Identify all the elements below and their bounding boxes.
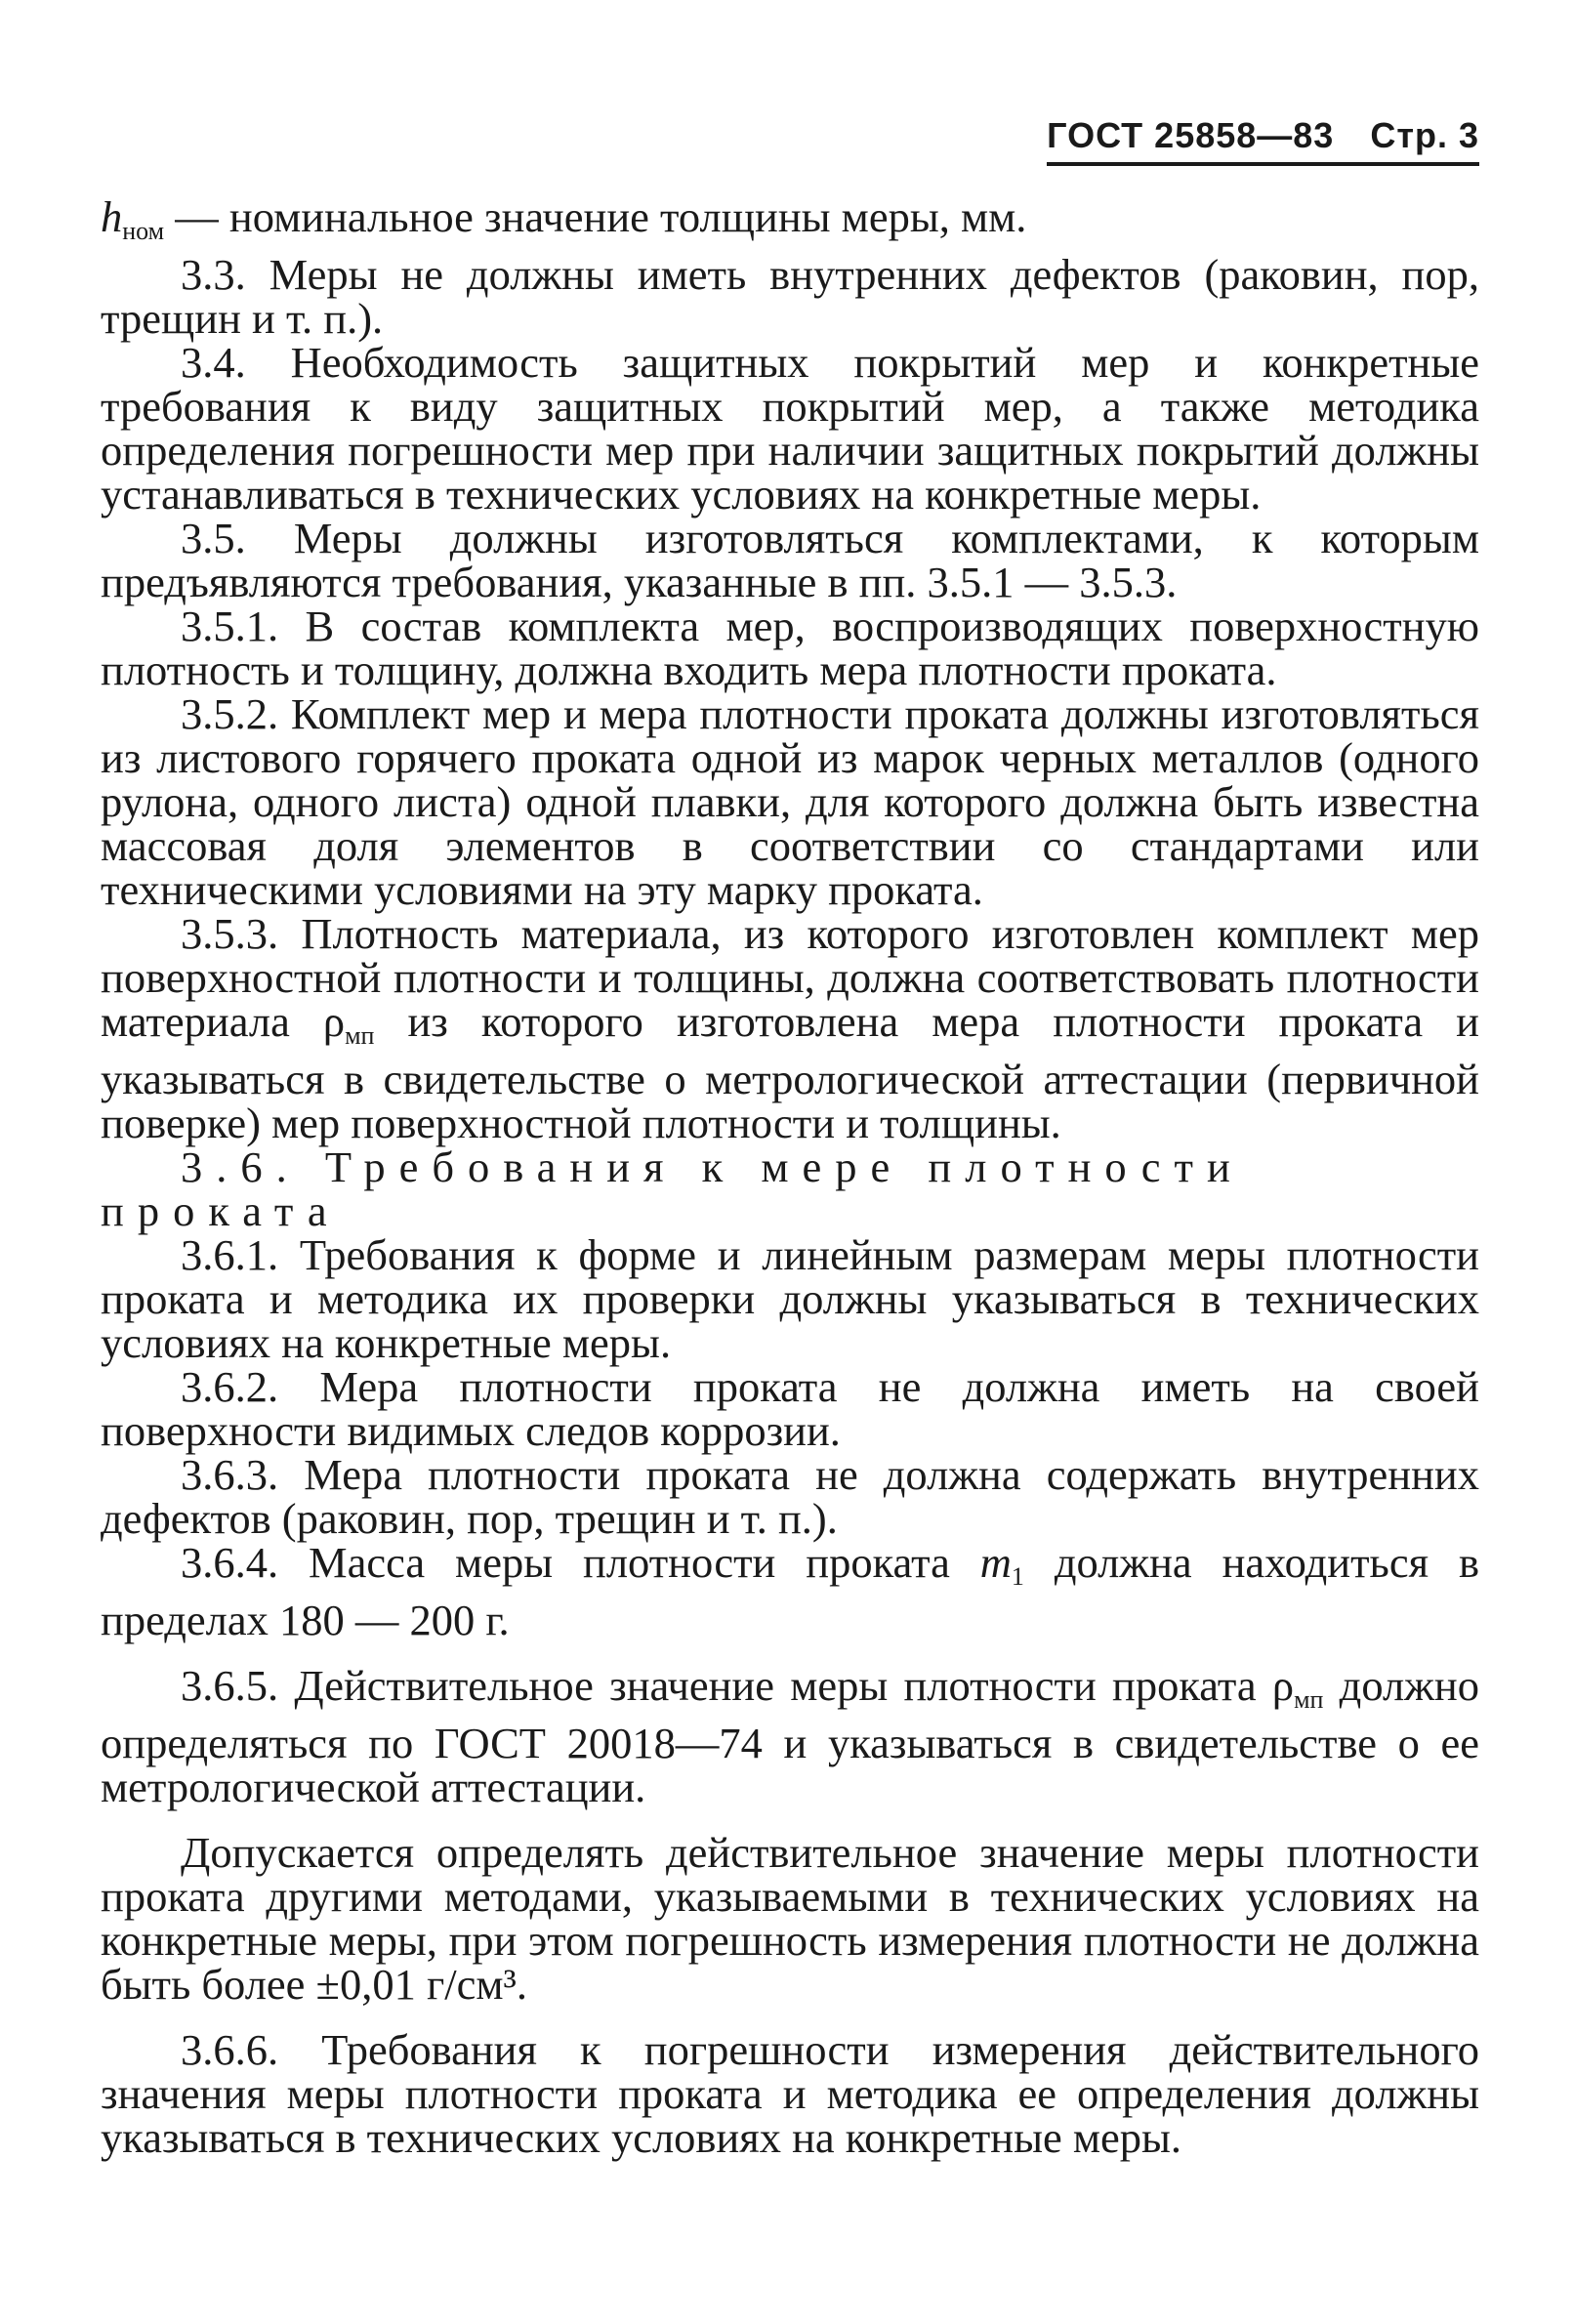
m-subscript: 1 xyxy=(1011,1562,1024,1591)
paragraph-3-4: 3.4. Необходимость защитных покрытий мер и конкретные требования к виду защитных покрытий мер, а также методика определения погрешности мер при наличии защитных покрытий должны устанавливаться в технических условиях на конкретные меры. xyxy=(101,338,1479,519)
p3-6-5-part-b: должно определяться по ГОСТ 20018—74 и указываться в свидетельстве о ее метрологической аттестации. xyxy=(101,1661,1479,1811)
page-header xyxy=(1047,115,1479,166)
paragraph-3-5-3 xyxy=(101,909,1479,1147)
paragraph-3-3: 3.3. Меры не должны иметь внутренних дефектов (раковин, пор, трещин и т. п.). xyxy=(101,250,1479,343)
p3-6-5-part-a: 3.6.5. Действительное значение меры плотности проката xyxy=(181,1661,1272,1710)
paragraph-3-6-5 xyxy=(101,1661,1479,1811)
paragraph-allowance: Допускается определять действительное значение меры плотности проката другими методами, указываемыми в технических условиях на конкретные меры, при этом погрешность измерения плотности не должна быть более ±0,01 г/см³. xyxy=(101,1828,1479,2009)
h-subscript: ном xyxy=(122,217,165,245)
paragraph-3-6-1: 3.6.1. Требования к форме и линейным размерам меры плотности проката и методика их проверки должны указываться в технических условиях на конкретные меры. xyxy=(101,1230,1479,1367)
paragraph-3-5-2: 3.5.2. Комплект мер и мера плотности проката должны изготовляться из листового горячего проката одной из марок черных металлов (одного рулона, одного листа) одной плавки, для которого должна быть известна массовая доля элементов в соответствии со стандартами или техническими условиями на эту марку проката. xyxy=(101,689,1479,914)
paragraph-3-6-4 xyxy=(101,1538,1479,1644)
h-definition-text: — номинальное значение толщины меры, мм. xyxy=(164,192,1027,241)
paragraph-3-5: 3.5. Меры должны изготовляться комплектами, к которым предъявляются требования, указанные в пп. 3.5.1 — 3.5.3. xyxy=(101,514,1479,606)
p3-6-4-part-a: 3.6.4. Масса меры плотности проката xyxy=(181,1538,980,1587)
m-symbol: m xyxy=(979,1538,1012,1587)
rho-symbol: ρ xyxy=(322,997,346,1046)
rho-subscript: мп xyxy=(345,1021,375,1050)
paragraph-3-5-1: 3.5.1. В состав комплекта мер, воспроизводящих поверхностную плотность и толщину, должна входить мера плотности проката. xyxy=(101,602,1479,694)
standard-number: ГОСТ 25858—83 xyxy=(1047,115,1335,155)
paragraph-h-definition xyxy=(101,192,1479,253)
document-body xyxy=(101,192,1479,2162)
p3-5-3-part-a: 3.5.3. Плотность материала, из которого изготовлен комплект мер поверхностной плотности и толщины, должна соответствовать плотности материала xyxy=(101,909,1479,1046)
section-heading-3-6: 3.6. Требования к мере плотности проката xyxy=(101,1142,1244,1235)
rho-symbol-2: ρ xyxy=(1271,1661,1295,1710)
p3-6-4-part-b: должна находиться в пределах 180 — 200 г. xyxy=(101,1538,1479,1644)
paragraph-3-6-3: 3.6.3. Мера плотности проката не должна содержать внутренних дефектов (раковин, пор, трещин и т. п.). xyxy=(101,1450,1479,1543)
paragraph-3-6-2: 3.6.2. Мера плотности проката не должна иметь на своей поверхности видимых следов коррозии. xyxy=(101,1362,1479,1455)
h-symbol: h xyxy=(101,192,123,241)
paragraph-3-6-6: 3.6.6. Требования к погрешности измерения действительного значения меры плотности проката и методика ее определения должны указываться в технических условиях на конкретные меры. xyxy=(101,2025,1479,2162)
page-number: Стр. 3 xyxy=(1370,115,1479,155)
rho-subscript-2: мп xyxy=(1294,1685,1324,1714)
p3-5-3-part-b: из которого изготовлена мера плотности проката и указываться в свидетельстве о метрологической аттестации (первичной поверке) мер поверхностной плотности и толщины. xyxy=(101,997,1479,1147)
